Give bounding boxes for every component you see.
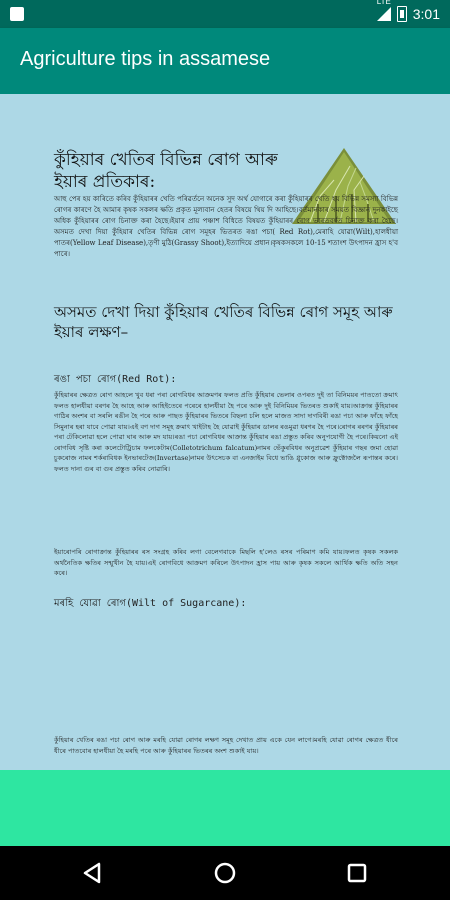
wilt-title: মৰহি যোৱা ৰোগ(Wilt of Sugarcane): (54, 598, 247, 609)
red-rot-paragraph: কুঁহিয়াৰৰ ক্ষেত্ৰত ৰোগ আহলে খুব ধৰা পৰা ৰোগবিধৰ আক্ৰমণৰ ফলত প্ৰতি কুঁহিয়াৰ ভেলাৰ ওপৰত দুই তা বিনিময়ৰ পাততো ক্ৰমাৎ ফলত হালধীয়া বৰণৰ হৈ আহে আৰু আহিইতেৰে পৰেৰে হালধীয়া হৈ পৰে আৰু দুই বিনিমিয়ৰ ভিতৰত শুকাই যায়।আক্ৰান্ত কুঁহিয়াৰৰ গাঠিৰ অংশৰ বা সৰলি ৰঙীন হৈ পৰে আৰু পাছত কুঁহিয়াৰৰ ভিতৰে বিছলা চলি হলে মাজত সাদা দাগবিৰী ৰঙা পচা আৰু ফাঁহে ফাঁহে সিমুনাৰ হৰা যাবে পোৱা যায়।এই বণ দাগ সমূহ ক্ৰমাৎ খাইটাহ হৈ যোৱাই কুঁহিয়াৰ ডালৰ ৰঙমুৱা ধৰণৰ হৈ পৰে।ৰোগৰ ৰৰণৰ কুঁহিয়াৰৰ পৰা টেকিলোৱা হলে পোৱা ঘাৰ আৰু মদ যায়।ৰঙা পচা ৰোগবিধৰ আক্ৰান্ত কুঁহিয়াৰ ৰঙা প্ৰস্তুত কৰিব অনুপযোগী হৈ পৰে।কিয়নো এই ৰোগবিধ সৃষ্টি কৰা কলেটোট্ৰিচাম ফলকেটাম(Colletotrichum falcatum)নামৰ ভেঁকুৰবিধৰ অনুপ্ৰৱেশ কুঁহিয়াৰ গছৰ জমা হোৱা চুকৰোজ নামৰ শৰ্কৰাবিধক ইনভাৰটেজ(Invertase)নামৰ উৎসেচক বা এনজাইম বিধে ভাঙি গ্লুকোজ আৰু ফ্ৰুক্টোজলৈ ৰূপান্তৰ কৰে।ফলত দানা গুৰ বা গুৰ প্ৰস্তুত কৰিব নোৱাৰি। (54, 391, 398, 473)
section-heading: অসমত দেখা দিয়া কুঁহিয়াৰ খেতিৰ বিভিন্ন ৰোগ সমূহ আৰু ইয়াৰ লক্ষণ– (54, 303, 393, 341)
red-rot-paragraph-2: ইয়াৰোপৰি ৰোগাক্ৰান্ত কুঁহিয়াৰৰ ৰস সংগ্ৰহ কৰিব লগা বেলেগবাকে মিছলি হ'লেও ৰসৰ পৰিমাণ কমি যায়।ফলত কৃষক সকলক অৰ্থনৈতিক ক্ষতিৰ সন্মুখীন হৈ যায়।এই ৰোগবিধে আক্ৰমণ কৰিলে উৎপাদন হ্ৰাস পায় আৰু কৃষক সকলে আৰ্থিক ক্ষতি অতি সহন কৰে। (54, 548, 398, 577)
battery-icon (397, 6, 407, 22)
app-bar (0, 28, 450, 94)
clock: 3:01 (412, 6, 440, 22)
red-rot-title: ৰঙা পচা ৰোগ(Red Rot): (54, 374, 177, 385)
app-title: Agriculture tips in assamese (20, 48, 271, 70)
recents-icon[interactable] (344, 860, 370, 886)
status-icons (376, 0, 440, 24)
sd-card-icon (10, 7, 24, 21)
network-type-label: LTE (376, 0, 391, 6)
back-icon[interactable] (80, 860, 106, 886)
navigation-bar (0, 846, 450, 900)
article-content[interactable] (0, 94, 450, 770)
signal-icon (376, 0, 391, 21)
intro-paragraph: আহু পেৰ হয় কাৰিতে কৰিব কুঁহিয়াৰৰ খেতি পৰিৱৰ্তনে অনেক সুদ অৰ্থ যোগাৰে কৰা কুঁহিয়াৰৰ খেতি হয় বিভিন্ন সমস্যা বিভিন্ন ৰোগৰ কাৰণে হৈ আমাৰ কৃষক সকলৰ ক্ষতি প্ৰকৃত মূল্যবান হেতৰ বিষয়ে থিয় দি আহিছে।বৰ্তমানকাৰ সময়ত বিজ্ঞান দুনকাইছে অধিক কুঁহিয়াৰৰ ৰোগ চিনাক্ত কৰা হৈছে।ইয়াৰ প্ৰায় পঞ্চাশ বিধিতে বিষয়ত কুঁহিয়াৰৰ ৰোগ ভাৰতবৰ্ষত চিনাক্ত কৰা হৈছে।অসমত দেখা দিয়া কুঁহিয়াৰ খেতিৰ বিভিন্ন ৰোগ সমূহৰ ভিতৰত ৰঙা পচা( Red Rot),মেৰাহি যোৱা(Wilt),হালধীয়া পাতৰ(Yellow Leaf Disease),তৃণী মুঠি(Grassy Shoot),ইত্যাদিয়ে প্ৰধান।কৃষকসকলে 10-15 শতাংশ উৎপাদন হ্ৰাস হ'ব পাৰে। (54, 195, 398, 258)
article-main-heading: কুঁহিয়াৰ খেতিৰ বিভিন্ন ৰোগ আৰু ইয়াৰ প্ৰতিকাৰ: (54, 150, 278, 192)
status-bar (0, 0, 450, 28)
home-icon[interactable] (212, 860, 238, 886)
ad-banner[interactable] (0, 770, 450, 846)
wilt-paragraph: কুঁহিয়াৰ খেতিৰ ৰঙা পচা ৰোগ আৰু মৰহি যোৱা ৰোগৰ লক্ষণ সমূহ দেখাত প্ৰায় একে যেন লাগে।মৰহি যোৱা ৰোগৰ ক্ষেত্ৰত ধীৰে ধীৰে পাতবোৰ হালধীয়া হৈ মৰহি পৰে আৰু কুঁহিয়াৰৰ ভিতৰৰ অংশ শুকাই যায়। (54, 736, 398, 755)
